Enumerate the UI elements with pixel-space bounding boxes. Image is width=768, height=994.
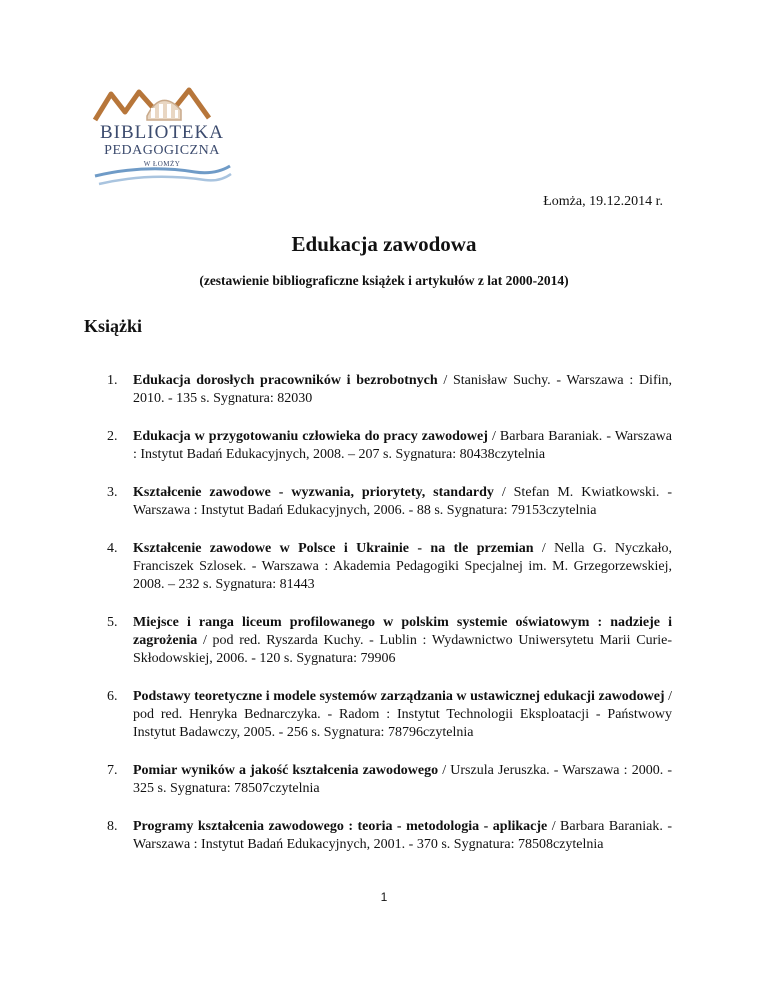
logo-text-location: W ŁOMŻY [143,160,181,168]
bibliography-item [107,372,672,408]
bibliography-item [107,818,672,854]
item-title: Podstawy teoretyczne i modele systemów zarządzania w ustawicznej edukacji zawodowej [133,689,665,704]
item-number: 8. [107,819,118,834]
bibliography-item [107,614,672,668]
logo-text-biblioteka: BIBLIOTEKA [100,122,224,143]
item-number: 6. [107,689,118,704]
item-number: 1. [107,373,118,388]
item-details: / pod red. Ryszarda Kuchy. - Lublin : Wydawnictwo Uniwersytetu Marii Curie-Skłodowskiej, 2006. - 120 s. Sygnatura: 79906 [133,633,672,666]
item-title: Pomiar wyników a jakość kształcenia zawodowego [133,763,439,778]
library-logo [85,80,235,190]
bibliography-item [107,428,672,464]
section-heading-books: Książki [84,316,143,336]
logo-text-pedagogiczna: PEDAGOGICZNA [104,143,220,158]
bibliography-list [107,372,672,874]
bibliography-item [107,688,672,742]
item-title: Edukacja w przygotowaniu człowieka do pracy zawodowej [133,429,488,444]
item-title: Kształcenie zawodowe - wyzwania, priorytety, standardy [133,485,494,500]
item-number: 5. [107,615,118,630]
item-number: 4. [107,541,118,556]
item-details: / Nella G. Nyczkało, Franciszek Szlosek. - Warszawa : Akademia Pedagogiki Specjalnej im. M. Grzegorzewskiej, 2008. – 232 s. Sygnatura: 81443 [133,541,672,592]
item-title: Edukacja dorosłych pracowników i bezrobotnych [133,373,438,388]
item-title: Kształcenie zawodowe w Polsce i Ukrainie - na tle przemian [133,541,534,556]
item-title: Miejsce i ranga liceum profilowanego w polskim systemie oświatowym : nadzieje i zagrożenia [133,615,672,648]
item-number: 7. [107,763,118,778]
item-details: / pod red. Henryka Bednarczyka. - Radom : Instytut Technologii Eksploatacji - Państwowy Instytut Badawczy, 2005. - 256 s. Sygnatura: 78796czytelnia [133,689,673,740]
item-number: 2. [107,429,118,444]
item-details: / Urszula Jeruszka. - Warszawa : 2000. - 325 s. Sygnatura: 78507czytelnia [133,763,672,796]
item-details: / Barbara Baraniak. - Warszawa : Instytut Badań Edukacyjnych, 2001. - 370 s. Sygnatura: 78508czytelnia [133,819,672,852]
page-number: 1 [380,890,388,904]
bibliography-item [107,484,672,520]
document-title: Edukacja zawodowa [291,232,477,256]
document-date: Łomża, 19.12.2014 r. [543,194,663,209]
bibliography-item [107,540,672,594]
item-details: / Stefan M. Kwiatkowski. - Warszawa : Instytut Badań Edukacyjnych, 2006. - 88 s. Sygnatura: 79153czytelnia [133,485,672,518]
item-details: / Stanisław Suchy. - Warszawa : Difin, 2010. - 135 s. Sygnatura: 82030 [133,373,672,406]
item-details: / Barbara Baraniak. - Warszawa : Instytut Badań Edukacyjnych, 2008. – 207 s. Sygnatura: 80438czytelnia [133,429,673,462]
document-subtitle: (zestawienie bibliograficzne książek i artykułów z lat 2000-2014) [199,273,569,288]
item-number: 3. [107,485,118,500]
item-title: Programy kształcenia zawodowego : teoria - metodologia - aplikacje [133,819,548,834]
bibliography-item [107,762,672,798]
